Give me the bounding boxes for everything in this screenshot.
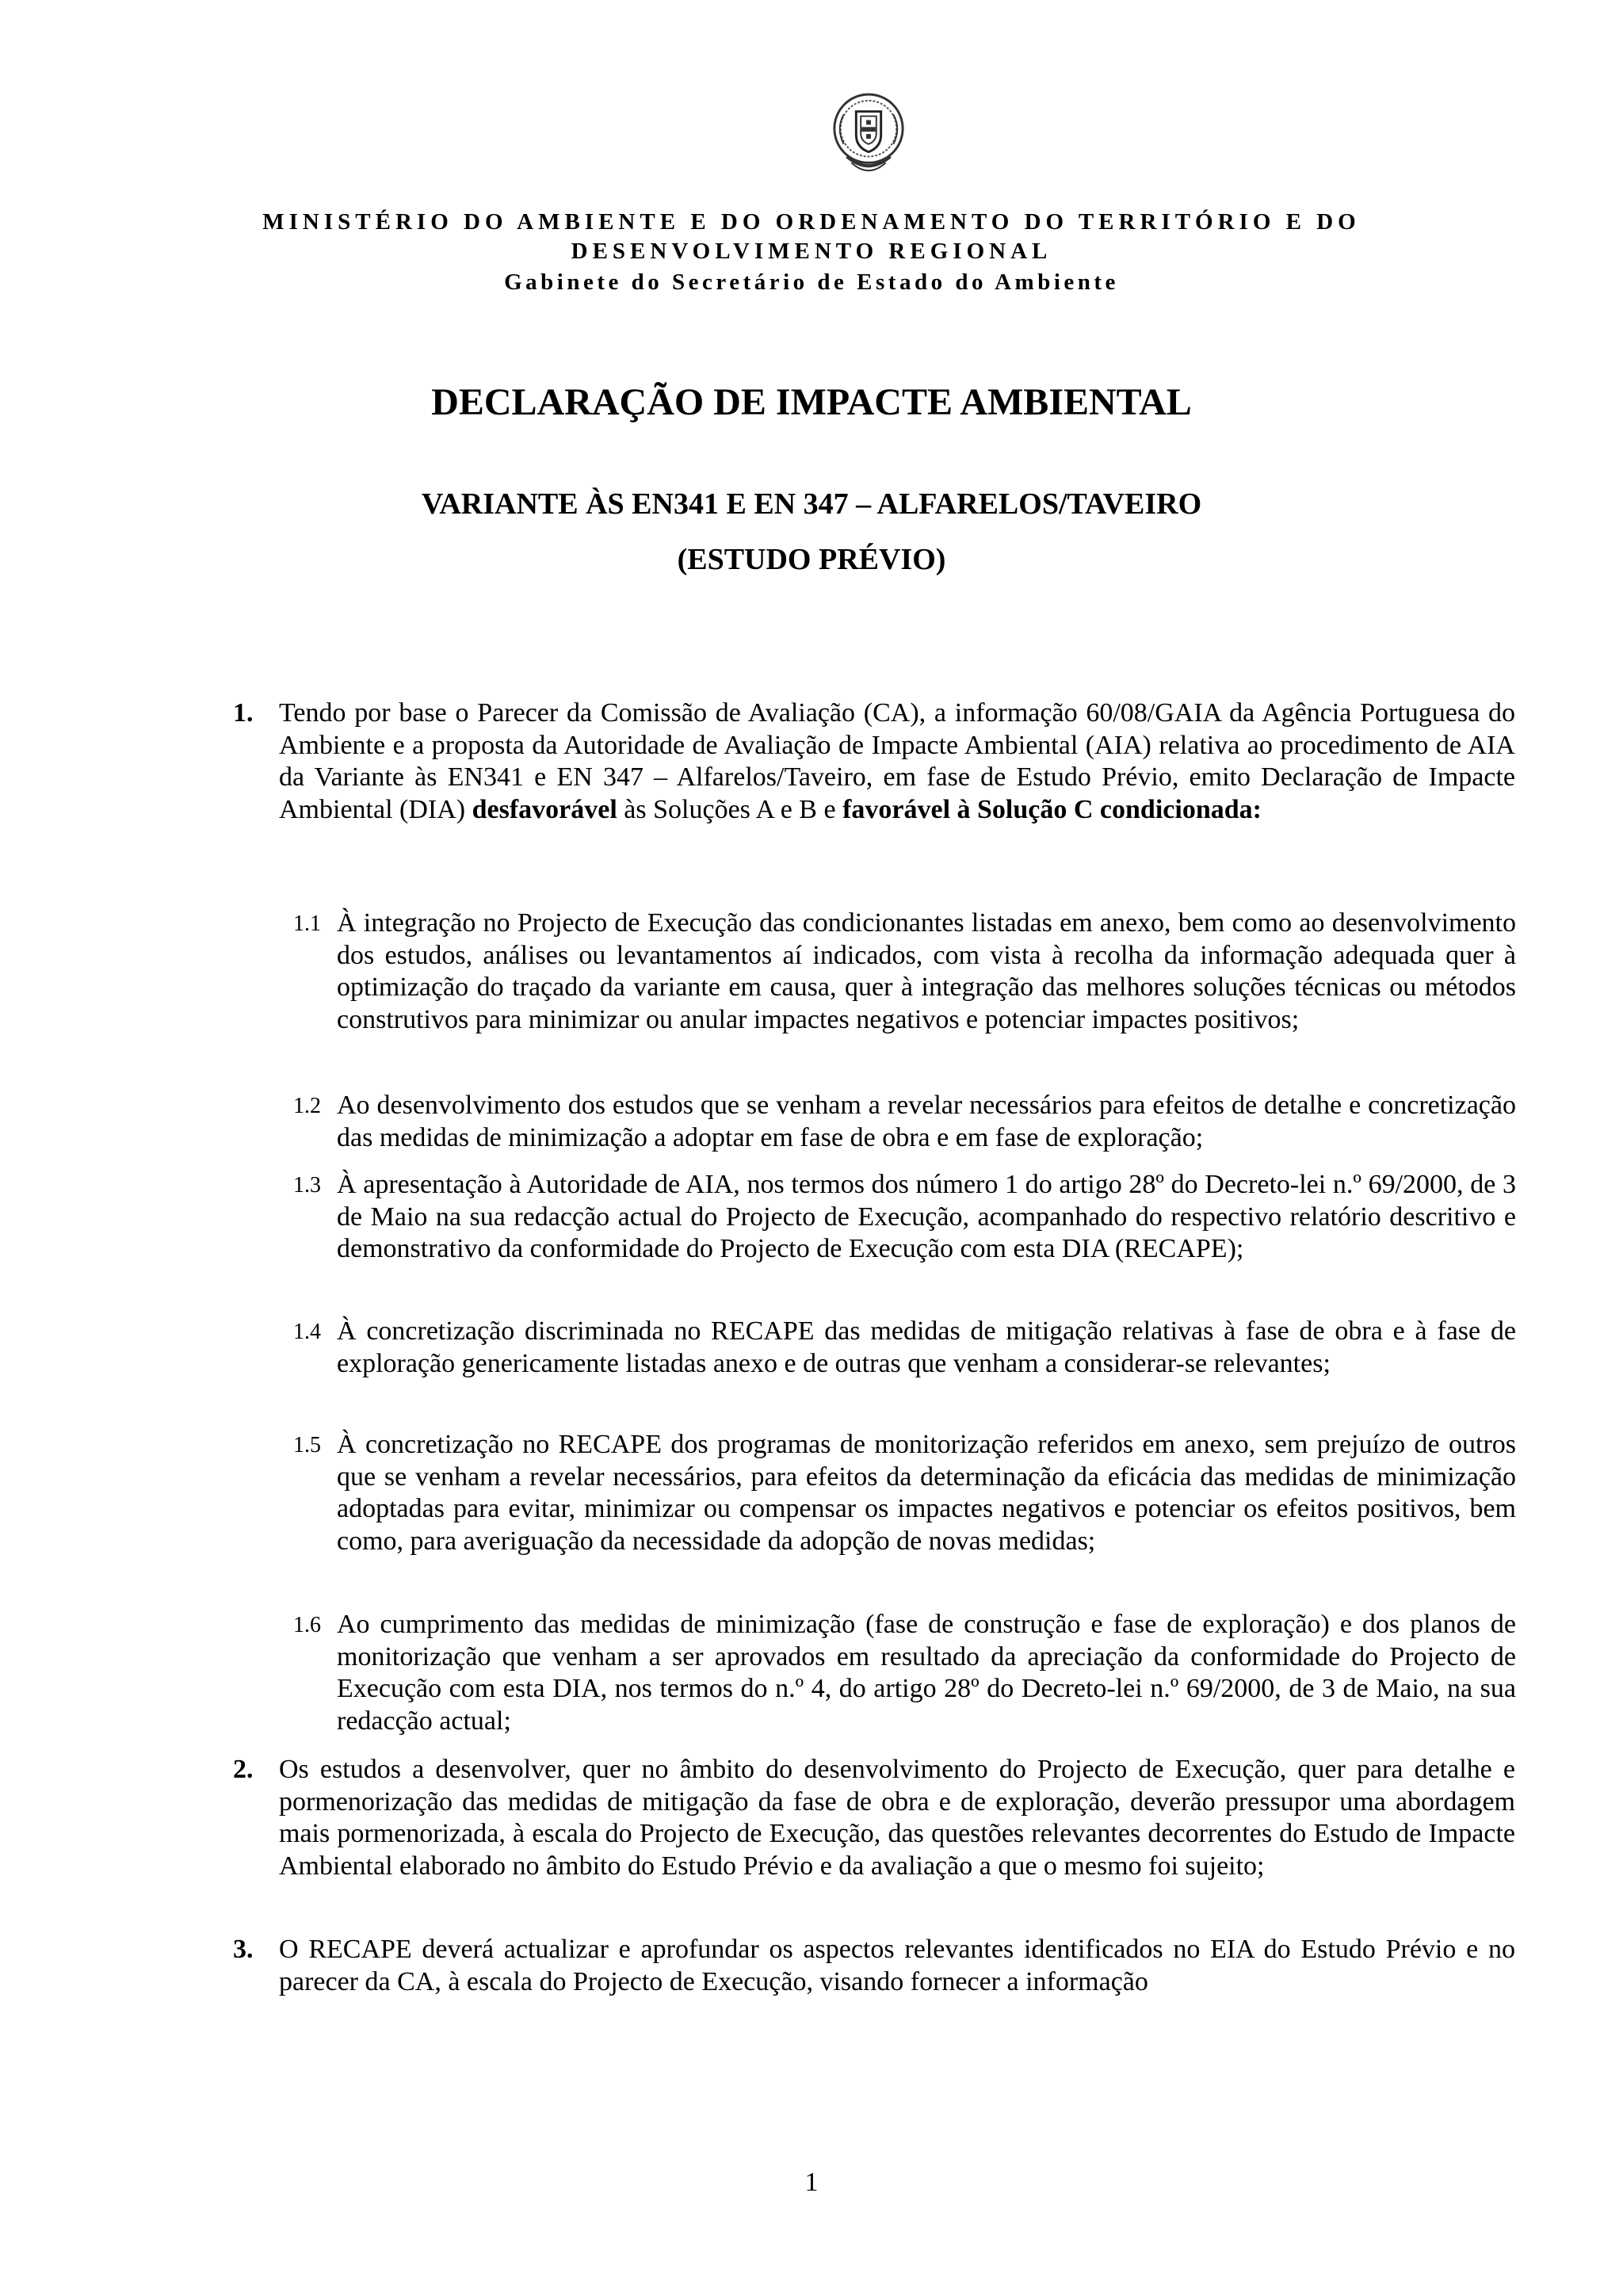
subitem-text: À concretização discriminada no RECAPE das medidas de mitigação relativas à fase de obra e à fase de exploração genericamente listadas anexo e de outras que venham a considerar-se relevantes; bbox=[337, 1316, 1516, 1378]
subitem-text: À concretização no RECAPE dos programas de monitorização referidos em anexo, sem prejuízo de outros que se venham a revelar necessários, para efeitos da determinação da eficácia das medidas de minimização adoptadas para evitar, minimizar ou compensar os impactes negativos e potenciar os efeitos positivos, bem como, para averiguação da necessidade da adopção de novas medidas; bbox=[337, 1430, 1516, 1556]
page-number: 1 bbox=[804, 2168, 819, 2197]
portuguese-coat-of-arms-icon bbox=[830, 91, 907, 185]
subitem-number: 1.5 bbox=[293, 1433, 321, 1457]
subitem-number: 1.4 bbox=[293, 1320, 321, 1344]
item-number: 3. bbox=[233, 1935, 254, 1964]
document-phase: (ESTUDO PRÉVIO) bbox=[677, 543, 946, 576]
ministry-line-2: DESENVOLVIMENTO REGIONAL bbox=[571, 239, 1052, 264]
subitem-text: À integração no Projecto de Execução das condicionantes listadas em anexo, bem como ao desenvolvimento dos estudos, análises ou levantamentos aí indicados, com vista à recolha da informação adequada quer à optimização do traçado da variante em causa, quer à integração das melhores soluções técnicas ou métodos construtivos para minimizar ou anular impactes negativos e potenciar impactes positivos; bbox=[337, 908, 1516, 1034]
item-number: 1. bbox=[233, 698, 254, 728]
numbered-item-2 bbox=[233, 1754, 1515, 1882]
item-text-middle: às Soluções A e B e bbox=[617, 794, 843, 824]
item-text: Tendo por base o Parecer da Comissão de Avaliação (CA), a informação 60/08/GAIA da Agência Portuguesa do Ambiente e a proposta da Autoridade de Avaliação de Impacte Ambiental (AIA) relativa ao procedimento de AIA da Variante às EN341 e EN 347 – Alfarelos/Taveiro, em fase de Estudo Prévio, emito Declaração de Impacte Ambiental (DIA) bbox=[279, 698, 1515, 824]
item-text: Os estudos a desenvolver, quer no âmbito do desenvolvimento do Projecto de Execução, quer para detalhe e pormenorização das medidas de mitigação da fase de obra e de exploração, deverão pressupor uma abordagem mais pormenorizada, à escala do Projecto de Execução, das questões relevantes decorrentes do Estudo de Impacte Ambiental elaborado no âmbito do Estudo Prévio e da avaliação a que o mesmo foi sujeito; bbox=[279, 1755, 1515, 1881]
subitem-number: 1.1 bbox=[293, 911, 321, 936]
subitem-text: Ao cumprimento das medidas de minimização (fase de construção e fase de exploração) e dos planos de monitorização que venham a ser aprovados em resultado da apreciação da conformidade do Projecto de Execução com esta DIA, nos termos do n.º 4, do artigo 28º do Decreto-lei n.º 69/2000, de 3 de Maio, na sua redacção actual; bbox=[337, 1610, 1516, 1736]
subitem-1-6 bbox=[293, 1609, 1516, 1737]
subitem-1-3 bbox=[293, 1169, 1516, 1266]
ministry-line-1: MINISTÉRIO DO AMBIENTE E DO ORDENAMENTO DO TERRITÓRIO E DO bbox=[262, 209, 1361, 235]
subitem-1-2 bbox=[293, 1090, 1516, 1154]
item-bold-unfavourable: desfavorável bbox=[472, 794, 617, 824]
document-title: DECLARAÇÃO DE IMPACTE AMBIENTAL bbox=[431, 381, 1192, 423]
item-text: O RECAPE deverá actualizar e aprofundar os aspectos relevantes identificados no EIA do Estudo Prévio e no parecer da CA, à escala do Projecto de Execução, visando fornecer a informação bbox=[279, 1935, 1515, 1996]
document-subtitle: VARIANTE ÀS EN341 E EN 347 – ALFARELOS/TAVEIRO bbox=[421, 487, 1202, 521]
subitem-number: 1.6 bbox=[293, 1613, 321, 1637]
subitem-number: 1.3 bbox=[293, 1173, 321, 1198]
cabinet-name: Gabinete do Secretário de Estado do Ambiente bbox=[504, 269, 1119, 295]
numbered-item-1 bbox=[233, 697, 1515, 826]
subitem-text: À apresentação à Autoridade de AIA, nos termos dos número 1 do artigo 28º do Decreto-lei n.º 69/2000, de 3 de Maio na sua redacção actual do Projecto de Execução, acompanhado do respectivo relatório descritivo e demonstrativo da conformidade do Projecto de Execução com esta DIA (RECAPE); bbox=[337, 1170, 1516, 1263]
numbered-item-3 bbox=[233, 1934, 1515, 1998]
subitem-1-1 bbox=[293, 907, 1516, 1036]
subitem-1-5 bbox=[293, 1429, 1516, 1557]
item-number: 2. bbox=[233, 1755, 254, 1784]
ministry-header bbox=[0, 208, 1623, 266]
item-bold-favourable: favorável à Solução C condicionada: bbox=[842, 794, 1262, 824]
subitem-1-4 bbox=[293, 1316, 1516, 1380]
subitem-number: 1.2 bbox=[293, 1094, 321, 1118]
subitem-text: Ao desenvolvimento dos estudos que se venham a revelar necessários para efeitos de detalhe e concretização das medidas de minimização a adoptar em fase de obra e em fase de exploração; bbox=[337, 1091, 1516, 1152]
